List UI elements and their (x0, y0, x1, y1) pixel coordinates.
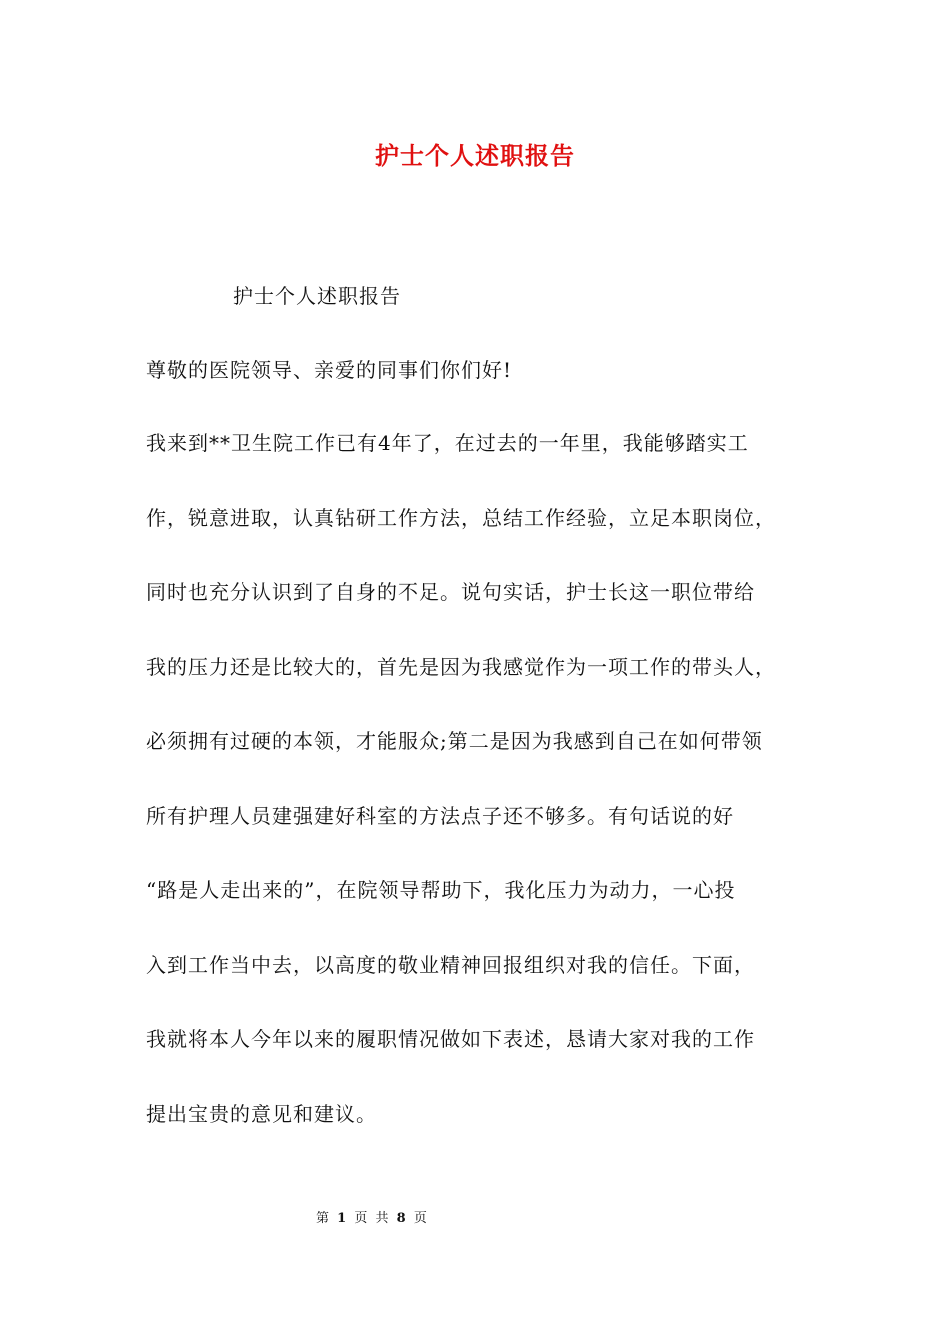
greeting-line: 尊敬的医院领导、亲爱的同事们你们好! (146, 358, 513, 382)
body-line: 同时也充分认识到了自身的不足。说句实话，护士长这一职位带给 (146, 580, 755, 604)
footer-page-number: 1 (337, 1211, 349, 1226)
body-line: 作，锐意进取，认真钻研工作方法，总结工作经验，立足本职岗位， (146, 505, 776, 530)
footer-middle: 页 共 (354, 1211, 391, 1226)
body-line: 我来到**卫生院工作已有4年了，在过去的一年里，我能够踏实工 (146, 431, 749, 455)
page-footer (0, 1207, 950, 1226)
body-line: 必须拥有过硬的本领，才能服众;第二是因为我感到自己在如何带领 (146, 729, 763, 753)
body-line: 我就将本人今年以来的履职情况做如下表述，恳请大家对我的工作 (146, 1027, 755, 1051)
body-line: 所有护理人员建强建好科室的方法点子还不够多。有句话说的好 (146, 803, 734, 828)
document-subtitle: 护士个人述职报告 (233, 284, 401, 308)
footer-suffix: 页 (413, 1211, 429, 1226)
footer-total-pages: 8 (396, 1211, 408, 1226)
body-line: 入到工作当中去，以高度的敬业精神回报组织对我的信任。下面， (146, 952, 755, 977)
body-line: 提出宝贵的意见和建议。 (146, 1101, 377, 1126)
body-line: “路是人走出来的”，在院领导帮助下，我化压力为动力，一心投 (146, 878, 736, 902)
footer-prefix: 第 (316, 1211, 332, 1226)
body-text (146, 428, 826, 1173)
document-title: 护士个人述职报告 (375, 141, 575, 170)
body-line: 我的压力还是比较大的，首先是因为我感觉作为一项工作的带头人， (146, 654, 776, 679)
